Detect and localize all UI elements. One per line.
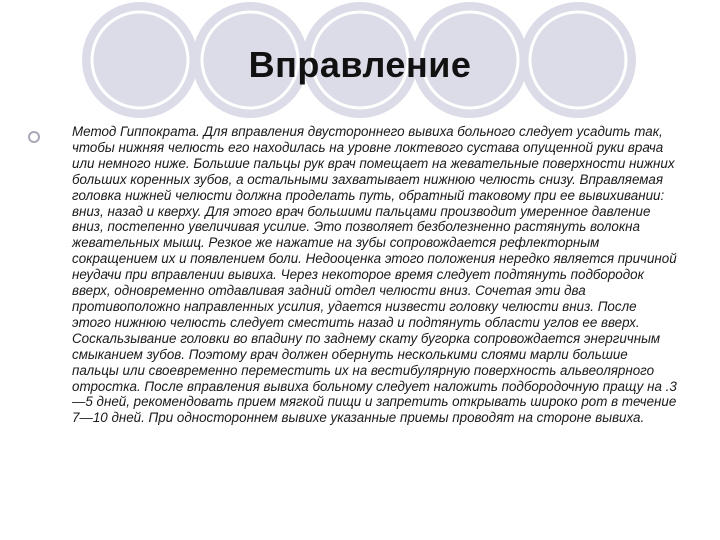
body-paragraph: Метод Гиппократа. Для вправления двустороннего вывиха больного следует усадить так, чтобы нижняя челюсть его находилась на уровне локтевого сустава опущенной руки врача или немного ниже. Большие пальцы рук врач помещает на жевательные поверхности нижних больших коренных зубов, а остальными захватывает нижнюю челюсть снизу. Вправляемая головка нижней челюсти должна проделать путь, обратный таковому при ее вывихивании: вниз, назад и кверху. Для этого врач большими пальцами производит умеренное давление вниз, постепенно увеличивая усилие. Это позволяет безболезненно растянуть волокна жевательных мышц. Резкое же нажатие на зубы сопровождается рефлекторным сокращением их и появлением боли. Недооценка этого положения нередко является причиной неудачи при вправлении вывиха. Через некоторое время следует подтянуть подбородок вверх, одновременно отдавливая задний отдел челюсти вниз. Сочетая эти два противоположно направленных усилия, удается низвести головку челюсти вниз. После этого нижнюю челюсть следует сместить назад и подтянуть области углов ее вверх. Соскальзывание головки во впадину по заднему скату бугорка сопровождается энергичным смыканием зубов. Поэтому врач должен обернуть несколькими слоями марли большие пальцы или своевременно переместить их на вестибулярную поверхность альвеолярного отростка. После вправления вывиха больному следует наложить подбородочную пращу на .3—5 дней, рекомендовать прием мягкой пищи и запретить открывать широко рот в течение 7—10 дней. При одностороннем вывихе указанные приемы проводят на стороне вывиха. — [72, 124, 677, 426]
slide-title: Вправление — [248, 44, 472, 85]
bullet-icon — [28, 131, 40, 143]
